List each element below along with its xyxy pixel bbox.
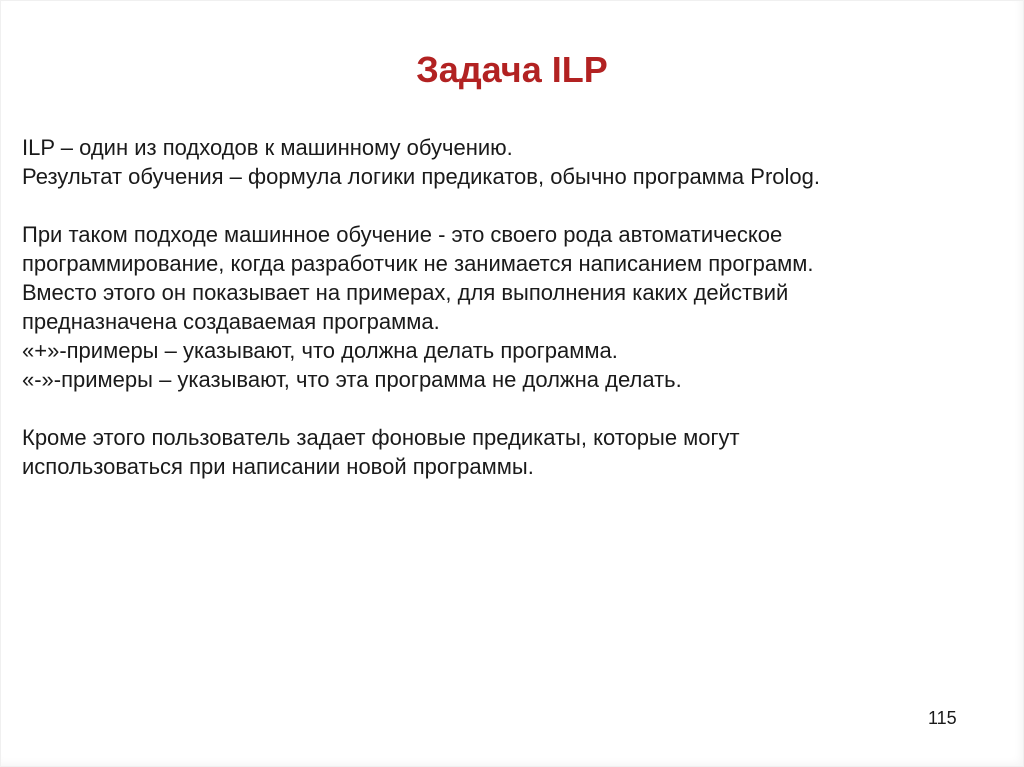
slide-body	[22, 133, 982, 510]
text-line: Кроме этого пользователь задает фоновые предикаты, которые могут	[22, 425, 740, 450]
page-number: 115	[928, 708, 957, 728]
text-line: При таком подходе машинное обучение - это своего рода автоматическое	[22, 222, 783, 247]
text-line: Результат обучения – формула логики предикатов, обычно программа Prolog.	[22, 164, 820, 189]
text-line: предназначена создаваемая программа.	[22, 309, 440, 334]
text-line: «-»-примеры – указывают, что эта программа не должна делать.	[22, 367, 682, 392]
text-line: ILP – один из подходов к машинному обучению.	[22, 135, 513, 160]
slide-title: Задача ILP	[416, 49, 608, 90]
text-line: Вместо этого он показывает на примерах, для выполнения каких действий	[22, 280, 789, 305]
text-line: «+»-примеры – указывают, что должна делать программа.	[22, 338, 618, 363]
text-line: использоваться при написании новой программы.	[22, 454, 534, 479]
paragraph-background-predicates	[22, 423, 982, 481]
text-line: программирование, когда разработчик не занимается написанием программ.	[22, 251, 814, 276]
paragraph-approach	[22, 220, 982, 394]
paragraph-intro	[22, 133, 982, 191]
